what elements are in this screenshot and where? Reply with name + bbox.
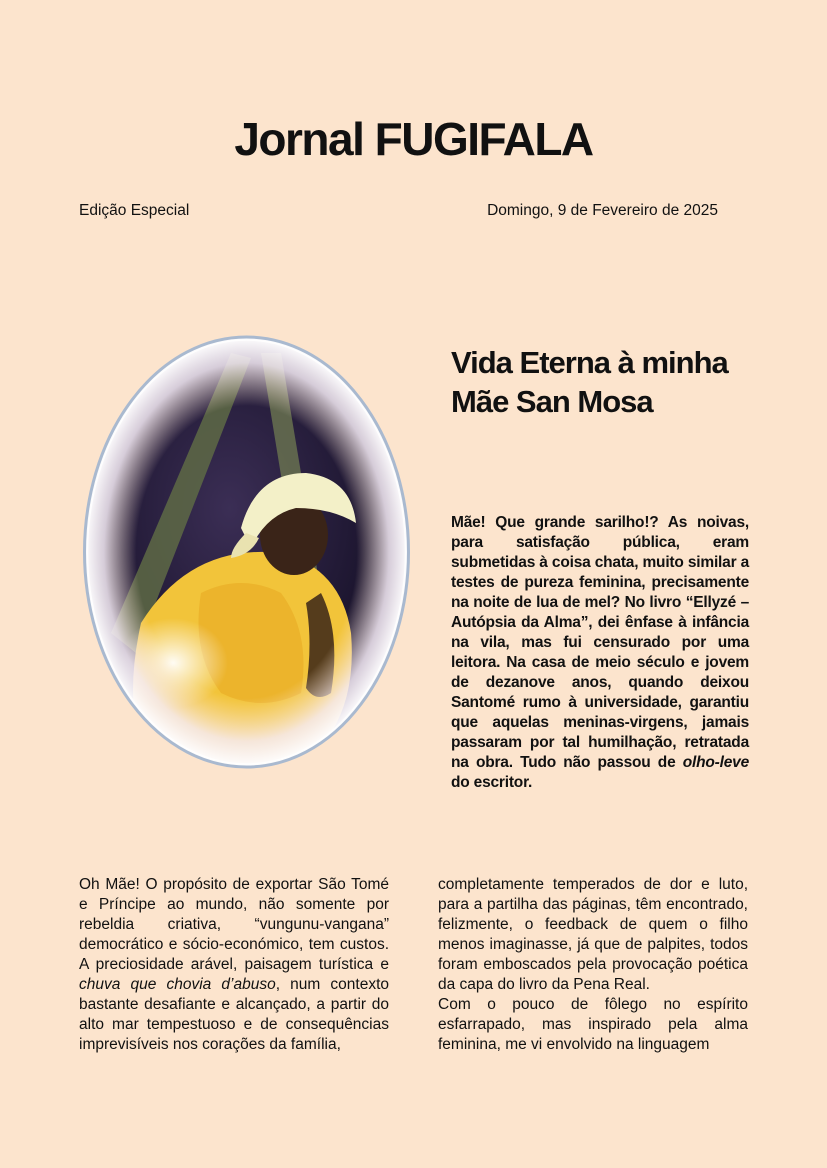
body-emphasis: chuva que chovia d’abuso [79,976,276,993]
body-column-right [438,875,748,1055]
lede-text: Mãe! Que grande sarilho!? As noivas, para satisfação pública, eram submetidas à coisa chata, muito similar a testes de pureza feminina, precisamente na noite de lua de mel? No livro “Ellyzé – Autópsia da Alma”, dei ênfase à infância na vila, mas fui censurado por uma leitora. Na casa de meio século e jovem de dezanove anos, quando deixou Santomé rumo à universidade, garantiu que aquelas meninas-virgens, jamais passaram por tal humilhação, retratada na obra. Tudo não passou de [451,514,749,771]
article-headline: Vida Eterna à minha Mãe San Mosa [451,345,728,419]
body-text: Oh Mãe! O propósito de exportar São Tomé e Príncipe ao mundo, não somente por rebeldia criativa, “vungunu-vangana” democrático e sócio-económico, tem custos. A preciosidade arável, paisagem turística e [79,876,389,973]
portrait-photo [81,333,412,771]
masthead-title: Jornal FUGIFALA [234,113,593,165]
lede-emphasis: olho-leve [682,754,749,771]
article-lede [451,513,749,793]
body-paragraph-1: completamente temperados de dor e luto, para a partilha das páginas, têm encontrado, felizmente, o feedback de quem o filho menos imaginasse, já que de palpites, todos foram emboscados pela provocação poética da capa do livro da Pena Real. [438,876,748,993]
body-paragraph-2: Com o pouco de fôlego no espírito esfarrapado, mas inspirado pela alma feminina, me vi envolvido na linguagem [438,996,748,1053]
date-label: Domingo, 9 de Fevereiro de 2025 [487,202,718,219]
body-text-end: , num contexto bastante desafiante e alcançado, a partir do alto mar tempestuoso e de consequências imprevisíveis nos corações da família, [79,976,390,1053]
edition-label: Edição Especial [79,202,190,219]
body-paragraph [79,875,389,1055]
body-column-left [79,875,389,1055]
lede-text-end: do escritor. [451,774,533,791]
